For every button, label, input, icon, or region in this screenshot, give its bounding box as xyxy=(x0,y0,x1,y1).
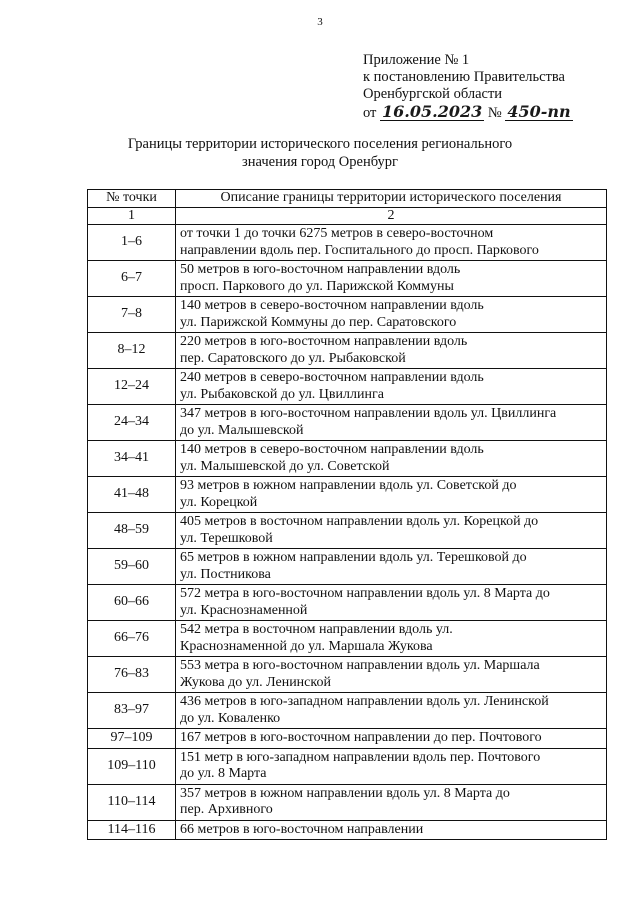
header-point-number: № точки xyxy=(88,190,176,208)
description-line: 140 метров в северо-восточном направлении вдоль xyxy=(180,298,484,313)
description-line: просп. Паркового до ул. Парижской Коммуны xyxy=(180,278,454,294)
table-row xyxy=(88,369,607,405)
table-row xyxy=(88,693,607,729)
boundary-description xyxy=(176,369,607,405)
header-description: Описание границы территории исторического поселения xyxy=(176,190,607,208)
boundary-description xyxy=(176,693,607,729)
boundary-description xyxy=(176,729,607,749)
boundary-description xyxy=(176,405,607,441)
number-sign: № xyxy=(487,105,502,121)
description-line: ул. Парижской Коммуны до пер. Саратовского xyxy=(180,314,457,330)
point-range: 83–97 xyxy=(88,693,176,729)
point-range: 1–6 xyxy=(88,225,176,261)
description-line: 436 метров в юго-западном направлении вдоль ул. Ленинской xyxy=(180,694,549,709)
table-row xyxy=(88,621,607,657)
appendix-title: Приложение № 1 xyxy=(363,52,470,68)
point-range: 110–114 xyxy=(88,784,176,820)
boundary-description xyxy=(176,225,607,261)
boundary-description xyxy=(176,441,607,477)
appendix-block xyxy=(363,52,573,122)
description-line: 553 метра в юго-восточном направлении вдоль ул. Маршала xyxy=(180,658,540,673)
description-line: 65 метров в южном направлении вдоль ул. Терешковой до xyxy=(180,550,527,565)
boundary-description xyxy=(176,621,607,657)
index-col-1: 1 xyxy=(88,207,176,225)
table-row xyxy=(88,333,607,369)
description-line: 66 метров в юго-восточном направлении xyxy=(180,821,424,837)
boundary-description xyxy=(176,748,607,784)
description-line: ул. Постникова xyxy=(180,566,271,582)
description-line: 151 метр в юго-западном направлении вдоль пер. Почтового xyxy=(180,749,541,765)
description-line: 347 метров в юго-восточном направлении вдоль ул. Цвиллинга xyxy=(180,406,557,421)
boundary-description xyxy=(176,261,607,297)
boundary-description xyxy=(176,513,607,549)
date-prefix: от xyxy=(363,105,377,121)
boundary-description xyxy=(176,477,607,513)
point-range: 114–116 xyxy=(88,820,176,840)
description-line: 220 метров в юго-восточном направлении вдоль xyxy=(180,334,468,349)
table-row xyxy=(88,729,607,749)
document-title xyxy=(50,135,590,171)
point-range: 109–110 xyxy=(88,748,176,784)
point-range: 8–12 xyxy=(88,333,176,369)
table-row xyxy=(88,748,607,784)
table-row xyxy=(88,820,607,840)
table-row xyxy=(88,405,607,441)
point-range: 12–24 xyxy=(88,369,176,405)
description-line: ул. Терешковой xyxy=(180,530,273,546)
boundary-description xyxy=(176,657,607,693)
table-row xyxy=(88,585,607,621)
description-line: 167 метров в юго-восточном направлении до пер. Почтового xyxy=(180,730,542,745)
index-col-2: 2 xyxy=(176,207,607,225)
table-row xyxy=(88,657,607,693)
point-range: 6–7 xyxy=(88,261,176,297)
boundary-description xyxy=(176,585,607,621)
description-line: до ул. 8 Марта xyxy=(180,766,267,781)
description-line: 140 метров в северо-восточном направлении вдоль xyxy=(180,442,484,457)
description-line: пер. Саратовского до ул. Рыбаковской xyxy=(180,350,406,366)
boundary-description xyxy=(176,333,607,369)
description-line: Краснознаменной до ул. Маршала Жукова xyxy=(180,638,433,654)
description-line: ул. Рыбаковской до ул. Цвиллинга xyxy=(180,386,384,402)
appendix-resolution: к постановлению Правительства xyxy=(363,69,565,85)
boundary-description xyxy=(176,549,607,585)
page-number: 3 xyxy=(317,16,323,28)
point-range: 59–60 xyxy=(88,549,176,585)
table-row xyxy=(88,441,607,477)
boundary-description xyxy=(176,784,607,820)
boundary-description xyxy=(176,820,607,840)
table-index-row xyxy=(88,207,607,225)
point-range: 24–34 xyxy=(88,405,176,441)
description-line: 542 метра в восточном направлении вдоль ул. xyxy=(180,622,453,637)
document-title-line-1: Границы территории исторического поселения регионального xyxy=(127,136,513,152)
point-range: 76–83 xyxy=(88,657,176,693)
point-range: 48–59 xyxy=(88,513,176,549)
boundary-description xyxy=(176,297,607,333)
description-line: 405 метров в восточном направлении вдоль ул. Корецкой до xyxy=(180,514,539,529)
boundary-table xyxy=(87,189,607,840)
point-range: 7–8 xyxy=(88,297,176,333)
point-range: 66–76 xyxy=(88,621,176,657)
description-line: до ул. Коваленко xyxy=(180,710,281,726)
table-row xyxy=(88,477,607,513)
description-line: пер. Архивного xyxy=(180,802,273,817)
table-row xyxy=(88,513,607,549)
table-row xyxy=(88,225,607,261)
description-line: 572 метра в юго-восточном направлении вдоль ул. 8 Марта до xyxy=(180,586,550,601)
handwritten-date: 16.05.2023 xyxy=(382,102,483,121)
document-title-line-2: значения город Оренбург xyxy=(242,154,398,170)
table-body xyxy=(88,225,607,840)
table-row xyxy=(88,549,607,585)
description-line: ул. Краснознаменной xyxy=(180,602,308,618)
table-header-row xyxy=(88,190,607,208)
description-line: от точки 1 до точки 6275 метров в северо-восточном xyxy=(180,226,494,241)
description-line: до ул. Малышевской xyxy=(180,422,304,438)
description-line: Жукова до ул. Ленинской xyxy=(180,674,331,690)
description-line: 240 метров в северо-восточном направлении вдоль xyxy=(180,370,484,385)
table-row xyxy=(88,784,607,820)
table-row xyxy=(88,261,607,297)
point-range: 34–41 xyxy=(88,441,176,477)
description-line: ул. Малышевской до ул. Советской xyxy=(180,458,390,474)
description-line: ул. Корецкой xyxy=(180,494,258,510)
description-line: 50 метров в юго-восточном направлении вдоль xyxy=(180,262,461,277)
description-line: 93 метров в южном направлении вдоль ул. Советской до xyxy=(180,478,517,493)
table-row xyxy=(88,297,607,333)
handwritten-number: 450-пп xyxy=(507,102,571,121)
appendix-region: Оренбургской области xyxy=(363,86,503,102)
description-line: направлении вдоль пер. Госпитального до просп. Паркового xyxy=(180,242,539,258)
point-range: 60–66 xyxy=(88,585,176,621)
point-range: 97–109 xyxy=(88,729,176,749)
description-line: 357 метров в южном направлении вдоль ул. 8 Марта до xyxy=(180,785,510,801)
point-range: 41–48 xyxy=(88,477,176,513)
appendix-date-number xyxy=(363,104,573,122)
